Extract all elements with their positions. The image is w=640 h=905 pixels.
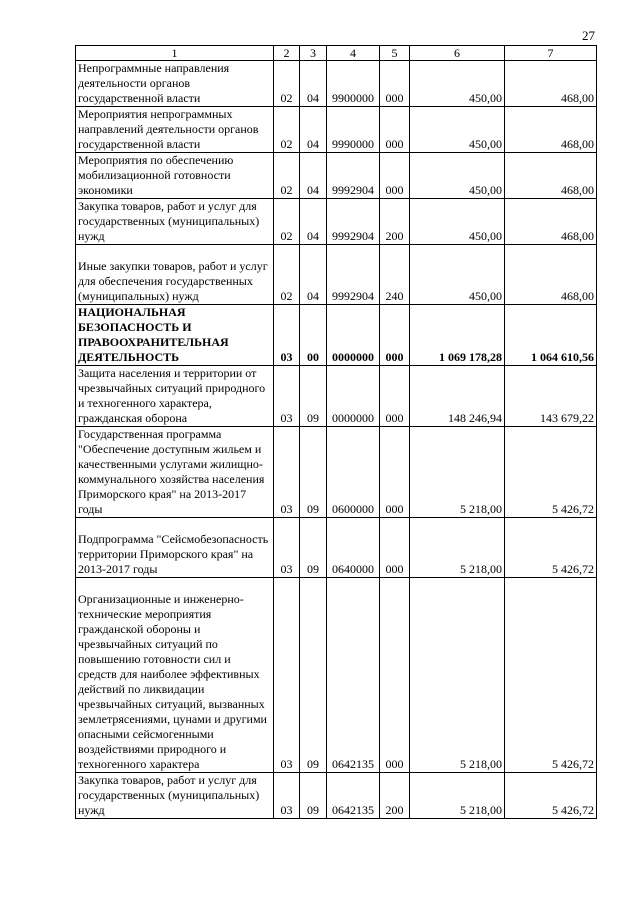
column-header-6: 6 — [410, 46, 505, 61]
cell-col-4: 9992904 — [327, 153, 380, 199]
cell-col-5: 000 — [380, 578, 410, 773]
column-header-1: 1 — [76, 46, 274, 61]
cell-col-7: 468,00 — [505, 107, 597, 153]
cell-col-2: 03 — [274, 518, 300, 578]
cell-col-6: 450,00 — [410, 245, 505, 305]
cell-col-7: 1 064 610,56 — [505, 305, 597, 366]
cell-col-4: 0642135 — [327, 578, 380, 773]
cell-col-3: 04 — [300, 107, 327, 153]
cell-col-4: 0000000 — [327, 366, 380, 427]
cell-col-3: 09 — [300, 427, 327, 518]
cell-col-4: 9990000 — [327, 107, 380, 153]
column-header-7: 7 — [505, 46, 597, 61]
cell-col-2: 03 — [274, 427, 300, 518]
row-name-cell: Государственная программа "Обеспечение доступным жильем и качественными услугами жилищно-коммунального хозяйства населения Приморского края" на 2013-2017 годы — [76, 427, 274, 518]
cell-col-2: 03 — [274, 366, 300, 427]
cell-col-4: 9992904 — [327, 245, 380, 305]
row-name-cell: Иные закупки товаров, работ и услуг для обеспечения государственных (муниципальных) нужд — [76, 245, 274, 305]
row-name-cell: НАЦИОНАЛЬНАЯ БЕЗОПАСНОСТЬ И ПРАВООХРАНИТЕЛЬНАЯ ДЕЯТЕЛЬНОСТЬ — [76, 305, 274, 366]
cell-col-5: 000 — [380, 107, 410, 153]
cell-col-7: 143 679,22 — [505, 366, 597, 427]
cell-col-5: 000 — [380, 61, 410, 107]
cell-col-7: 468,00 — [505, 245, 597, 305]
row-name-cell: Непрограммные направления деятельности органов государственной власти — [76, 61, 274, 107]
column-header-3: 3 — [300, 46, 327, 61]
cell-col-7: 468,00 — [505, 61, 597, 107]
cell-col-3: 00 — [300, 305, 327, 366]
row-name-cell: Закупка товаров, работ и услуг для государственных (муниципальных) нужд — [76, 773, 274, 819]
column-header-4: 4 — [327, 46, 380, 61]
cell-col-6: 148 246,94 — [410, 366, 505, 427]
cell-col-4: 9900000 — [327, 61, 380, 107]
cell-col-2: 03 — [274, 305, 300, 366]
cell-col-5: 000 — [380, 153, 410, 199]
cell-col-3: 09 — [300, 518, 327, 578]
table-row — [76, 245, 597, 305]
cell-col-5: 240 — [380, 245, 410, 305]
cell-col-5: 000 — [380, 427, 410, 518]
cell-col-2: 02 — [274, 245, 300, 305]
table-header-row — [76, 46, 597, 61]
table-row — [76, 578, 597, 773]
cell-col-6: 5 218,00 — [410, 518, 505, 578]
cell-col-3: 09 — [300, 773, 327, 819]
cell-col-2: 02 — [274, 107, 300, 153]
cell-col-5: 000 — [380, 366, 410, 427]
row-name-cell: Закупка товаров, работ и услуг для государственных (муниципальных) нужд — [76, 199, 274, 245]
table-row — [76, 107, 597, 153]
row-name-cell: Организационные и инженерно-технические мероприятия гражданской обороны и чрезвычайных ситуаций по повышению готовности сил и средств для наиболее эффективных действий по ликвидации чрезвычайных ситуаций, вызванных землетрясениями, цунами и другими опасными сейсмогенными воздействиями природного и техногенного характера — [76, 578, 274, 773]
cell-col-2: 02 — [274, 153, 300, 199]
row-name-cell: Защита населения и территории от чрезвычайных ситуаций природного и техногенного характера, гражданская оборона — [76, 366, 274, 427]
cell-col-6: 450,00 — [410, 153, 505, 199]
cell-col-6: 450,00 — [410, 199, 505, 245]
cell-col-5: 200 — [380, 773, 410, 819]
cell-col-4: 0000000 — [327, 305, 380, 366]
cell-col-7: 5 426,72 — [505, 578, 597, 773]
cell-col-7: 468,00 — [505, 199, 597, 245]
cell-col-3: 09 — [300, 366, 327, 427]
cell-col-3: 04 — [300, 153, 327, 199]
column-header-2: 2 — [274, 46, 300, 61]
budget-table — [75, 45, 597, 819]
table-row — [76, 153, 597, 199]
cell-col-7: 5 426,72 — [505, 427, 597, 518]
table-row — [76, 773, 597, 819]
cell-col-3: 04 — [300, 199, 327, 245]
cell-col-3: 04 — [300, 245, 327, 305]
table-row — [76, 427, 597, 518]
row-name-cell: Мероприятия по обеспечению мобилизационной готовности экономики — [76, 153, 274, 199]
cell-col-7: 468,00 — [505, 153, 597, 199]
cell-col-2: 02 — [274, 199, 300, 245]
table-row — [76, 518, 597, 578]
cell-col-4: 0600000 — [327, 427, 380, 518]
table-row — [76, 199, 597, 245]
cell-col-6: 5 218,00 — [410, 578, 505, 773]
row-name-cell: Подпрограмма "Сейсмобезопасность территории Приморского края" на 2013-2017 годы — [76, 518, 274, 578]
column-header-5: 5 — [380, 46, 410, 61]
table-row — [76, 61, 597, 107]
page-number: 27 — [582, 28, 595, 43]
cell-col-4: 0640000 — [327, 518, 380, 578]
cell-col-7: 5 426,72 — [505, 773, 597, 819]
cell-col-7: 5 426,72 — [505, 518, 597, 578]
cell-col-6: 5 218,00 — [410, 427, 505, 518]
cell-col-4: 0642135 — [327, 773, 380, 819]
cell-col-5: 000 — [380, 518, 410, 578]
cell-col-5: 000 — [380, 305, 410, 366]
cell-col-2: 03 — [274, 773, 300, 819]
cell-col-6: 5 218,00 — [410, 773, 505, 819]
table-row — [76, 305, 597, 366]
table-row — [76, 366, 597, 427]
cell-col-2: 03 — [274, 578, 300, 773]
cell-col-6: 1 069 178,28 — [410, 305, 505, 366]
cell-col-2: 02 — [274, 61, 300, 107]
cell-col-3: 09 — [300, 578, 327, 773]
cell-col-4: 9992904 — [327, 199, 380, 245]
cell-col-3: 04 — [300, 61, 327, 107]
cell-col-6: 450,00 — [410, 107, 505, 153]
cell-col-5: 200 — [380, 199, 410, 245]
cell-col-6: 450,00 — [410, 61, 505, 107]
row-name-cell: Мероприятия непрограммных направлений деятельности органов государственной власти — [76, 107, 274, 153]
